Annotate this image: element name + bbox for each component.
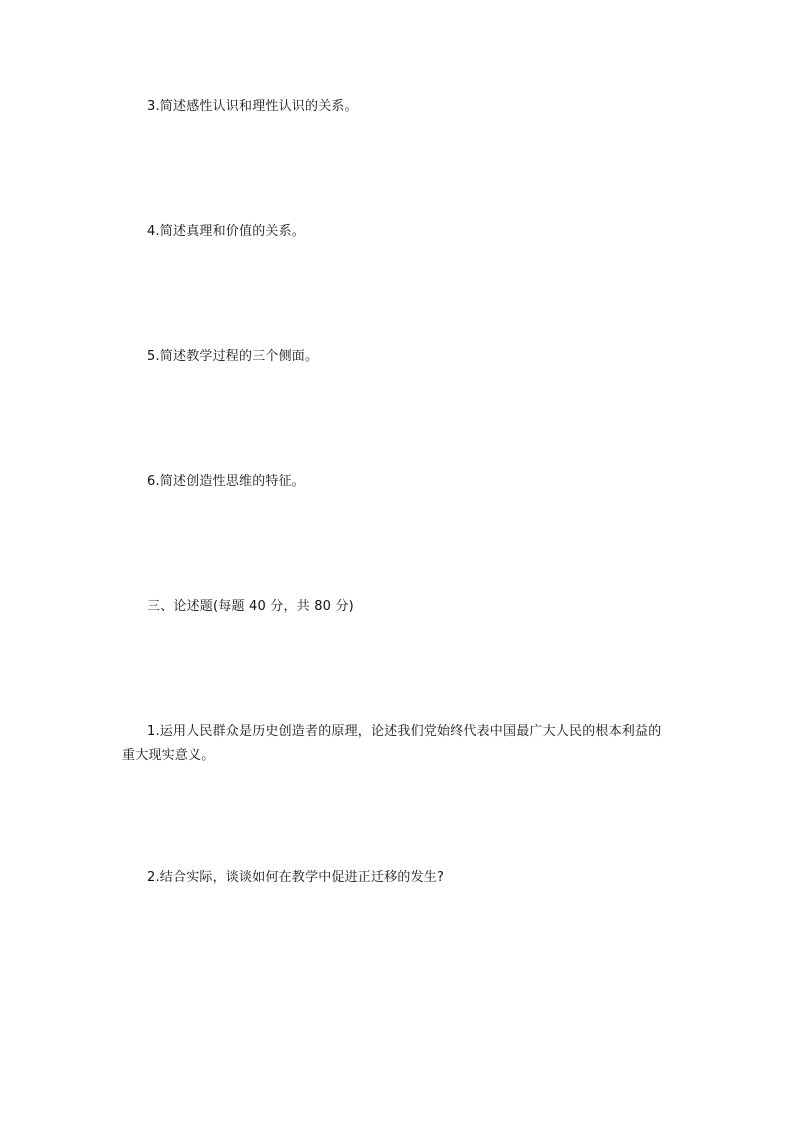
section-heading-essay: 三、论述题(每题 40 分，共 80 分)	[147, 599, 354, 614]
question-4: 4.简述真理和价值的关系。	[147, 224, 306, 239]
question-3: 3.简述感性认识和理性认识的关系。	[147, 99, 358, 114]
question-6: 6.简述创造性思维的特征。	[147, 474, 306, 489]
essay-question-2: 2.结合实际，谈谈如何在教学中促进正迁移的发生?	[147, 870, 445, 885]
essay-question-1	[122, 720, 672, 768]
essay-question-1-text: 1.运用人民群众是历史创造者的原理，论述我们党始终代表中国最广大人民的根本利益的重大现实意义。	[122, 724, 662, 763]
question-5: 5.简述教学过程的三个侧面。	[147, 349, 319, 364]
